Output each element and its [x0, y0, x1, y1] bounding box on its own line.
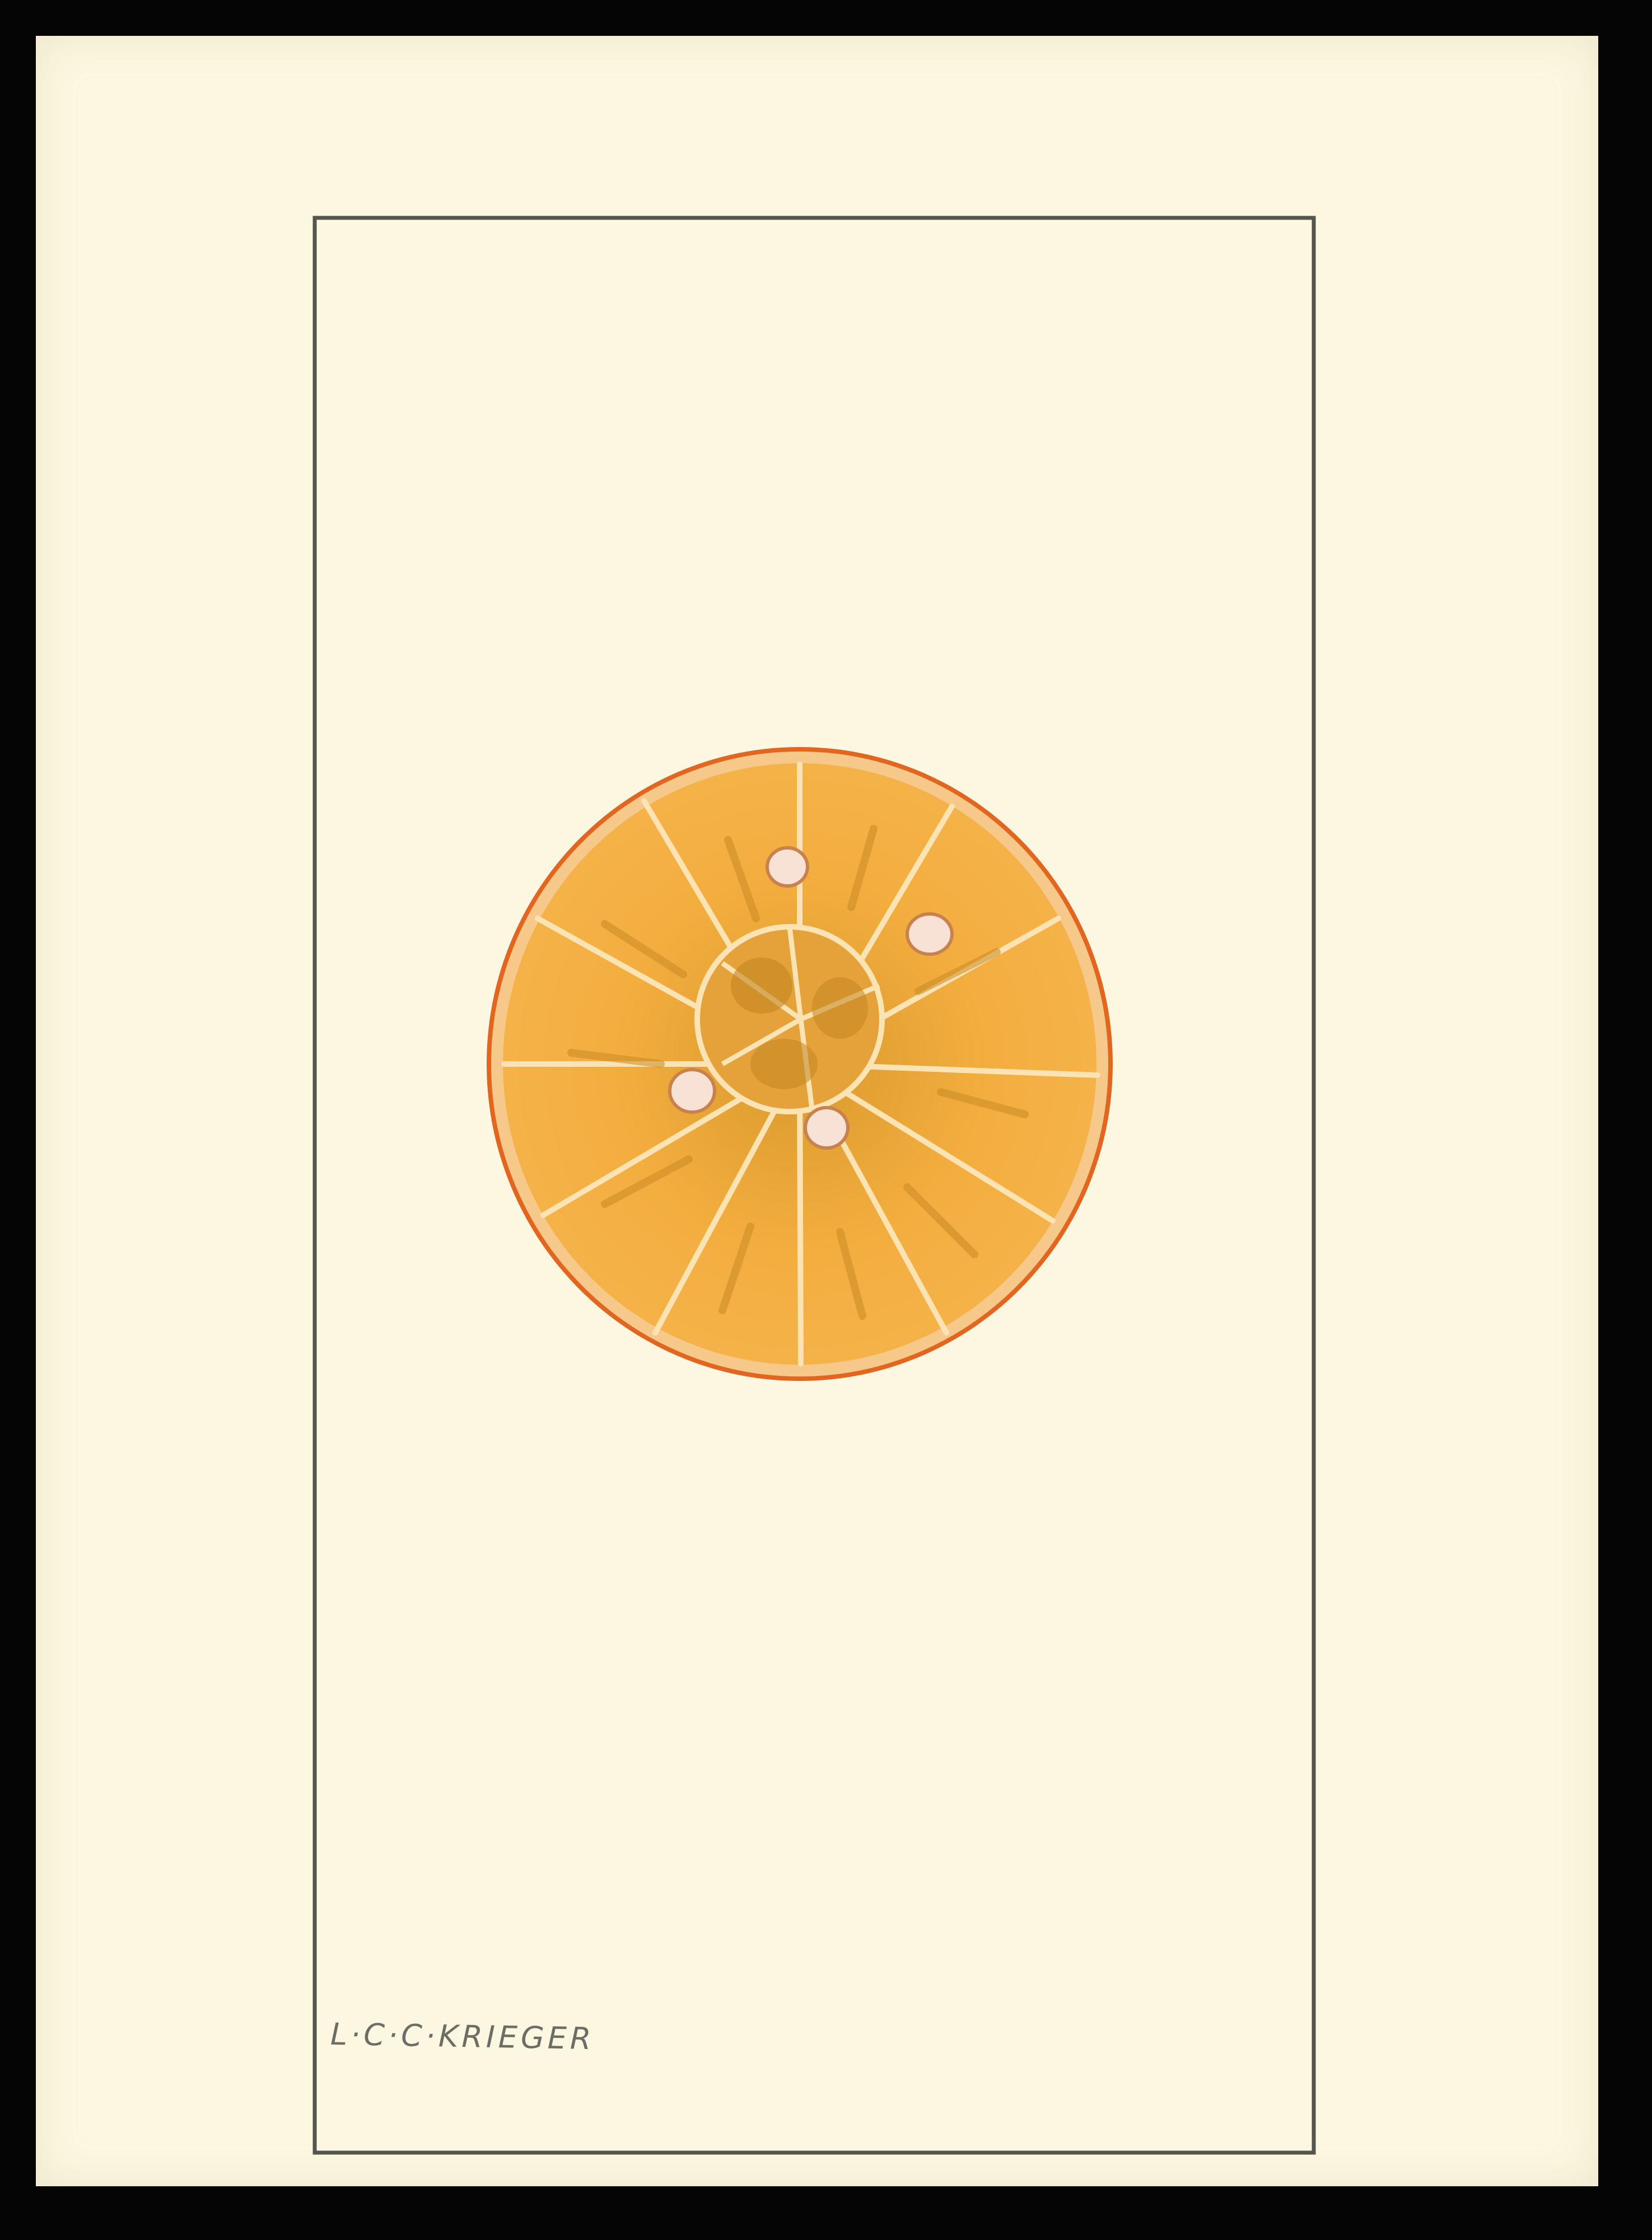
artist-signature: L·C·C·KRIEGER — [330, 2016, 595, 2057]
central-core — [697, 927, 882, 1112]
seed — [907, 914, 952, 954]
seed — [767, 848, 808, 886]
orange-slice — [489, 749, 1110, 1379]
seed — [805, 1108, 848, 1148]
seed — [670, 1070, 715, 1112]
